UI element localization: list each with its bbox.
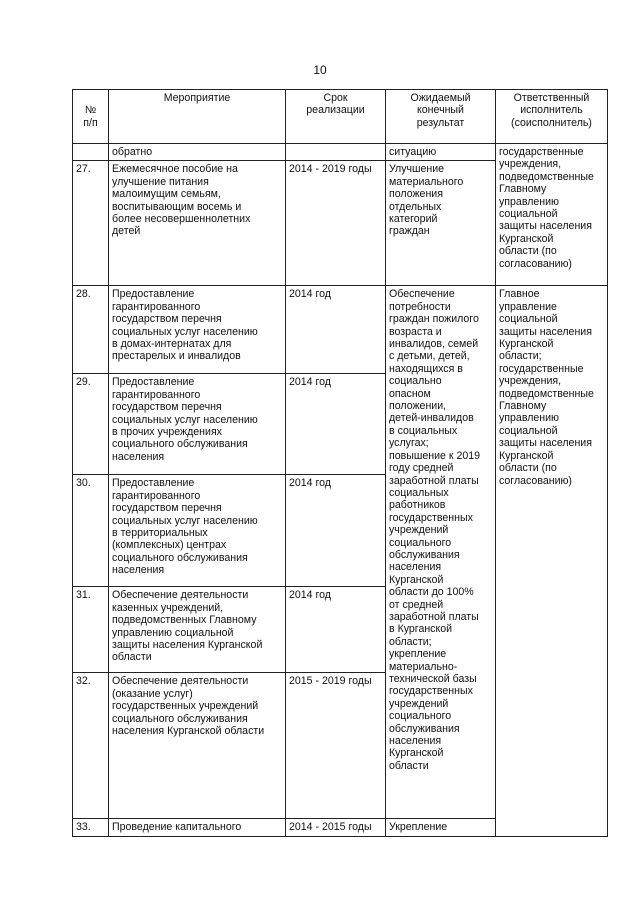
- row-29-num: 29.: [73, 374, 109, 475]
- executor-cell-b: Главное управление социальной защиты населения Курганской области; государственные учреждения, подведомственные Главному управлению социальной защиты населения Курганской области (по согласованию): [496, 286, 608, 836]
- program-events-table: [72, 89, 608, 837]
- row-29-event: Предоставление гарантированного государством перечня социальных услуг населению в прочих учреждениях социального обслуживания населения: [109, 374, 286, 475]
- page-number: 10: [313, 63, 327, 77]
- row-29-term: 2014 год: [286, 374, 386, 475]
- continuation-event: обратно: [109, 144, 286, 161]
- row-31-term: 2014 год: [286, 587, 386, 673]
- continuation-num: [73, 144, 109, 161]
- row-31-event: Обеспечение деятельности казенных учреждений, подведомственных Главному управлению социальной защиты населения Курганской области: [109, 587, 286, 673]
- table-header-row: [73, 90, 608, 144]
- header-num: № п/п: [73, 90, 109, 144]
- table-row-continuation: [73, 144, 608, 161]
- row-32-term: 2015 - 2019 годы: [286, 673, 386, 819]
- header-term: Срок реализации: [286, 90, 386, 144]
- row-27-num: 27.: [73, 161, 109, 286]
- header-event: Мероприятие: [109, 90, 286, 144]
- row-27-term: 2014 - 2019 годы: [286, 161, 386, 286]
- row-27-event: Ежемесячное пособие на улучшение питания малоимущим семьям, воспитывающим восемь и более несовершеннолетних детей: [109, 161, 286, 286]
- continuation-result: ситуацию: [386, 144, 496, 161]
- row-28-term: 2014 год: [286, 286, 386, 374]
- row-28-event: Предоставление гарантированного государством перечня социальных услуг населению в домах-интернатах для престарелых и инвалидов: [109, 286, 286, 374]
- row-30-term: 2014 год: [286, 475, 386, 587]
- row-33-term: 2014 - 2015 годы: [286, 819, 386, 836]
- row-31-num: 31.: [73, 587, 109, 673]
- row-32-num: 32.: [73, 673, 109, 819]
- table-row-28: [73, 286, 608, 374]
- header-executor: Ответственный исполнитель (соисполнитель): [496, 90, 608, 144]
- continuation-term: [286, 144, 386, 161]
- header-result: Ожидаемый конечный результат: [386, 90, 496, 144]
- row-30-num: 30.: [73, 475, 109, 587]
- result-cell-b: Обеспечение потребности граждан пожилого возраста и инвалидов, семей с детьми, детей, находящихся в социально опасном положении, детей-инвалидов в социальных услугах; повышение к 2019 году средней заработной платы социальных работников государственных учреждений социального обслуживания населения Курганской области до 100% от средней заработной платы в Курганской области; укрепление материально- технической базы государственных учреждений социального обслуживания населения Курганской области: [386, 286, 496, 819]
- row-33-event: Проведение капитального: [109, 819, 286, 836]
- executor-cell-a: государственные учреждения, подведомственные Главному управлению социальной защиты населения Курганской области (по согласованию): [496, 144, 608, 286]
- row-27-result: Улучшение материального положения отдельных категорий граждан: [386, 161, 496, 286]
- row-32-event: Обеспечение деятельности (оказание услуг) государственных учреждений социального обслуживания населения Курганской области: [109, 673, 286, 819]
- row-28-num: 28.: [73, 286, 109, 374]
- row-33-num: 33.: [73, 819, 109, 836]
- row-30-event: Предоставление гарантированного государством перечня социальных услуг населению в территориальных (комплексных) центрах социального обслуживания населения: [109, 475, 286, 587]
- row-33-result: Укрепление: [386, 819, 496, 836]
